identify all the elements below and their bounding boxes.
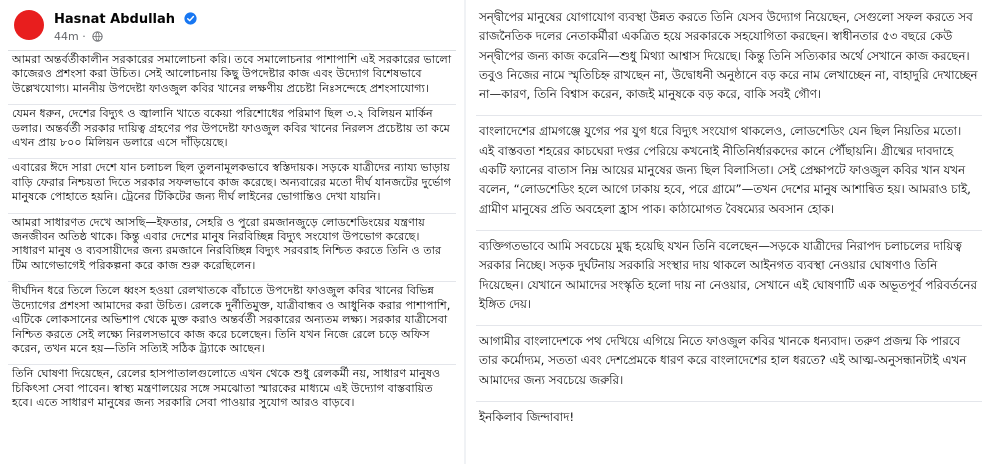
post-right-panel xyxy=(466,0,988,464)
post-paragraph: আমরা অন্তর্বর্তীকালীন সরকারের সমালোচনা করি। তবে সমালোচনার পাশাপাশি এই সরকারের ভালো কাজেরও প্রশংসা করা উচিত। সেই আলোচনায় কিছু উপদেষ্টার কাজ এবং উদ্যোগ বিশেষভাবে উল্লেখযোগ্য। মাননীয় উপদেষ্টা ফাওজুল কবির খানের লক্ষণীয় প্রচেষ্টা নিঃসন্দেহে প্রশংসাযোগ্য। xyxy=(8,50,456,98)
post-body-left xyxy=(8,50,456,419)
post-paragraph: ব্যক্তিগতভাবে আমি সবচেয়ে মুগ্ধ হয়েছি যখন তিনি বলেছেন—সড়কে যাত্রীদের নিরাপদ চলাচলের দায়িত্ব সরকার নিচ্ছে। সড়ক দুর্ঘটনায় সরকারি সংস্থার দায় থাকলে আইনগত ব্যবস্থা নেওয়ার ঘোষণাও তিনি দিয়েছেন। যেখানে আমাদের সংস্কৃতি হলো দায় না নেওয়ার, সেখানে এই ঘোষণাটি এক অভূতপূর্ব পরিবর্তনের ইঙ্গিত দেয়। xyxy=(476,230,982,316)
verified-badge-icon xyxy=(184,12,197,29)
post-paragraph: আগামীর বাংলাদেশকে পথ দেখিয়ে এগিয়ে নিতে ফাওজুল কবির খানকে ধন্যবাদ। তরুণ প্রজন্ম কি পারবে তার কর্মোদ্যম, সততা এবং দেশপ্রেমকে ধারণ করে বাংলাদেশের হাল ধরতে? এই আত্ম-অনুসন্ধানটাই এখন আমাদের জন্য সবচেয়ে জরুরি। xyxy=(476,325,982,392)
globe-icon[interactable] xyxy=(92,31,103,45)
avatar[interactable] xyxy=(14,10,44,40)
author-name-text[interactable]: Hasnat Abdullah xyxy=(54,12,176,27)
post-paragraph: দীর্ঘদিন ধরে তিলে তিলে ধ্বংস হওয়া রেলখাতকে বাঁচাতে উপদেষ্টা ফাওজুল কবির খানের বিভিন্ন উদ্যোগের প্রশংসা আমাদের করা উচিত। রেলকে দুর্নীতিমুক্ত, যাত্রীবান্ধব ও আধুনিক করার পাশাপাশি, এটিকে লোকসানের অভিশাপ থেকে মুক্ত করাও অন্তর্বর্তী সরকারের অন্যতম লক্ষ্য। সরকার যাত্রীসেবা নিশ্চিত করতে সেই লক্ষ্যে নিরলসভাবে কাজ করে চলেছেন। তিনি যখন নিজে রেলে চড়ে অফিস করেন, তখন মনে হয়—তিনি সত্যিই সঠিক ট্র্যাকে আছেন। xyxy=(8,281,456,358)
post-header xyxy=(14,8,454,48)
post-closing-line: ইনকিলাব জিন্দাবাদ! xyxy=(476,401,982,429)
post-paragraph: যেমন ধরুন, দেশের বিদ্যুৎ ও জ্বালানি খাতে বকেয়া পরিশোধের পরিমাণ ছিল ৩.২ বিলিয়ন মার্কিন ডলার। অন্তর্বর্তী সরকার দায়িত্ব গ্রহণের পর উপদেষ্টা ফাওজুল কবির খানের নিরলস প্রচেষ্টায় তা কমে এখন প্রায় ৮০০ মিলিয়ন ডলারে এসে দাঁড়িয়েছে। xyxy=(8,104,456,152)
post-paragraph: বাংলাদেশের গ্রামগঞ্জে যুগের পর যুগ ধরে বিদ্যুৎ সংযোগ থাকলেও, লোডশেডিং যেন ছিল নিয়তির মতো। এই বাস্তবতা শহরের কাচঘেরা দপ্তর পেরিয়ে কখনোই নীতিনির্ধারকদের কানে পৌঁছায়নি। গ্রীষ্মের দাবদাহে একটি ফ্যানের বাতাস নিম্ন আয়ের মানুষের জন্য ছিল বিলাসিতা। সেই প্রেক্ষাপটে ফাওজুল কবির খান যখন বলেন, “লোডশেডিং হলে আগে ঢাকায় হবে, পরে গ্রামে”—তখন দেশের মানুষ আশান্বিত হয়। আমরাও চাই, গ্রামীণ মানুষের প্রতি অবহেলা হ্রাস পাক। কাঠামোগত বৈষম্যের অবসান হোক। xyxy=(476,115,982,220)
author-name[interactable] xyxy=(54,12,197,29)
meta-separator: · xyxy=(82,30,86,43)
post-paragraph: সন্দ্বীপের মানুষের যোগাযোগ ব্যবস্থা উন্নত করতে তিনি যেসব উদ্যোগ নিয়েছেন, সেগুলো সফল করতে সব রাজনৈতিক দলের নেতাকর্মীরা একত্রিত হয়ে সরকারকে সহযোগিতা করছেন। স্বাধীনতার ৫৩ বছরে কেউ সন্দ্বীপের জন্য কাজ করেনি—শুধু মিথ্যা আশ্বাস দিয়েছে। কিন্তু তিনি সত্যিকার অর্থে সেখানে কাজ করছেন। তবুও নিজের নামে স্মৃতিচিহ্ন রাখছেন না, উদ্বোধনী অনুষ্ঠানে বড় করে নাম লেখাচ্ছেন না, বাহাদুরি দেখাচ্ছেন না—কারণ, তিনি বিশ্বাস করেন, কাজই মানুষকে বড় করে, বাকি সবই গৌণ। xyxy=(479,10,978,102)
post-paragraph: তিনি ঘোষণা দিয়েছেন, রেলের হাসপাতালগুলোতে এখন থেকে শুধু রেলকর্মী নয়, সাধারণ মানুষও চিকিৎসা সেবা পাবেন। স্বাস্থ্য মন্ত্রণালয়ের সঙ্গে সমঝোতা স্মারকের মাধ্যমে এই উদ্যোগ বাস্তবায়িত হবে। এতে সাধারণ মানুষের জন্য সরকারি সেবা পাওয়ার সুযোগ আরও বাড়বে। xyxy=(8,364,456,412)
post-paragraph: এবারের ঈদে সারা দেশে যান চলাচল ছিল তুলনামূলকভাবে স্বস্তিদায়ক। সড়কে যাত্রীদের ন্যায্য ভাড়ায় বাড়ি ফেরার নিশ্চয়তা দিতে সরকার সফলভাবে কাজ করেছে। অন্যবারের মতো দীর্ঘ যানজটের দুর্ভোগ মানুষকে পোহাতে হয়নি। ট্রেনের টিকিটের জন্য দীর্ঘ লাইনের ভোগান্তিও দেখা যায়নি। xyxy=(8,158,456,206)
post-left-panel xyxy=(0,0,460,464)
post-paragraph: আমরা সাধারণত দেখে আসছি—ইফতার, সেহরি ও পুরো রমজানজুড়ে লোডশেডিংয়ের যন্ত্রণায় জনজীবন অতিষ্ঠ থাকে। কিন্তু এবার দেশের মানুষ নিরবিচ্ছিন্ন বিদ্যুৎ সংযোগ উপভোগ করেছে। সাধারণ মানুষ ও ব্যবসায়ীদের জন্য রমজানে নিরবিচ্ছিন্ন বিদ্যুৎ সরবরাহ নিশ্চিত করতে তিনি ও তার টিম আগেভাগেই পরিকল্পনা করে কাজ শুরু করেছিলেন। xyxy=(8,213,456,276)
post-body-right xyxy=(476,6,982,438)
post-time[interactable]: 44m xyxy=(54,30,79,43)
post-meta xyxy=(54,30,103,45)
